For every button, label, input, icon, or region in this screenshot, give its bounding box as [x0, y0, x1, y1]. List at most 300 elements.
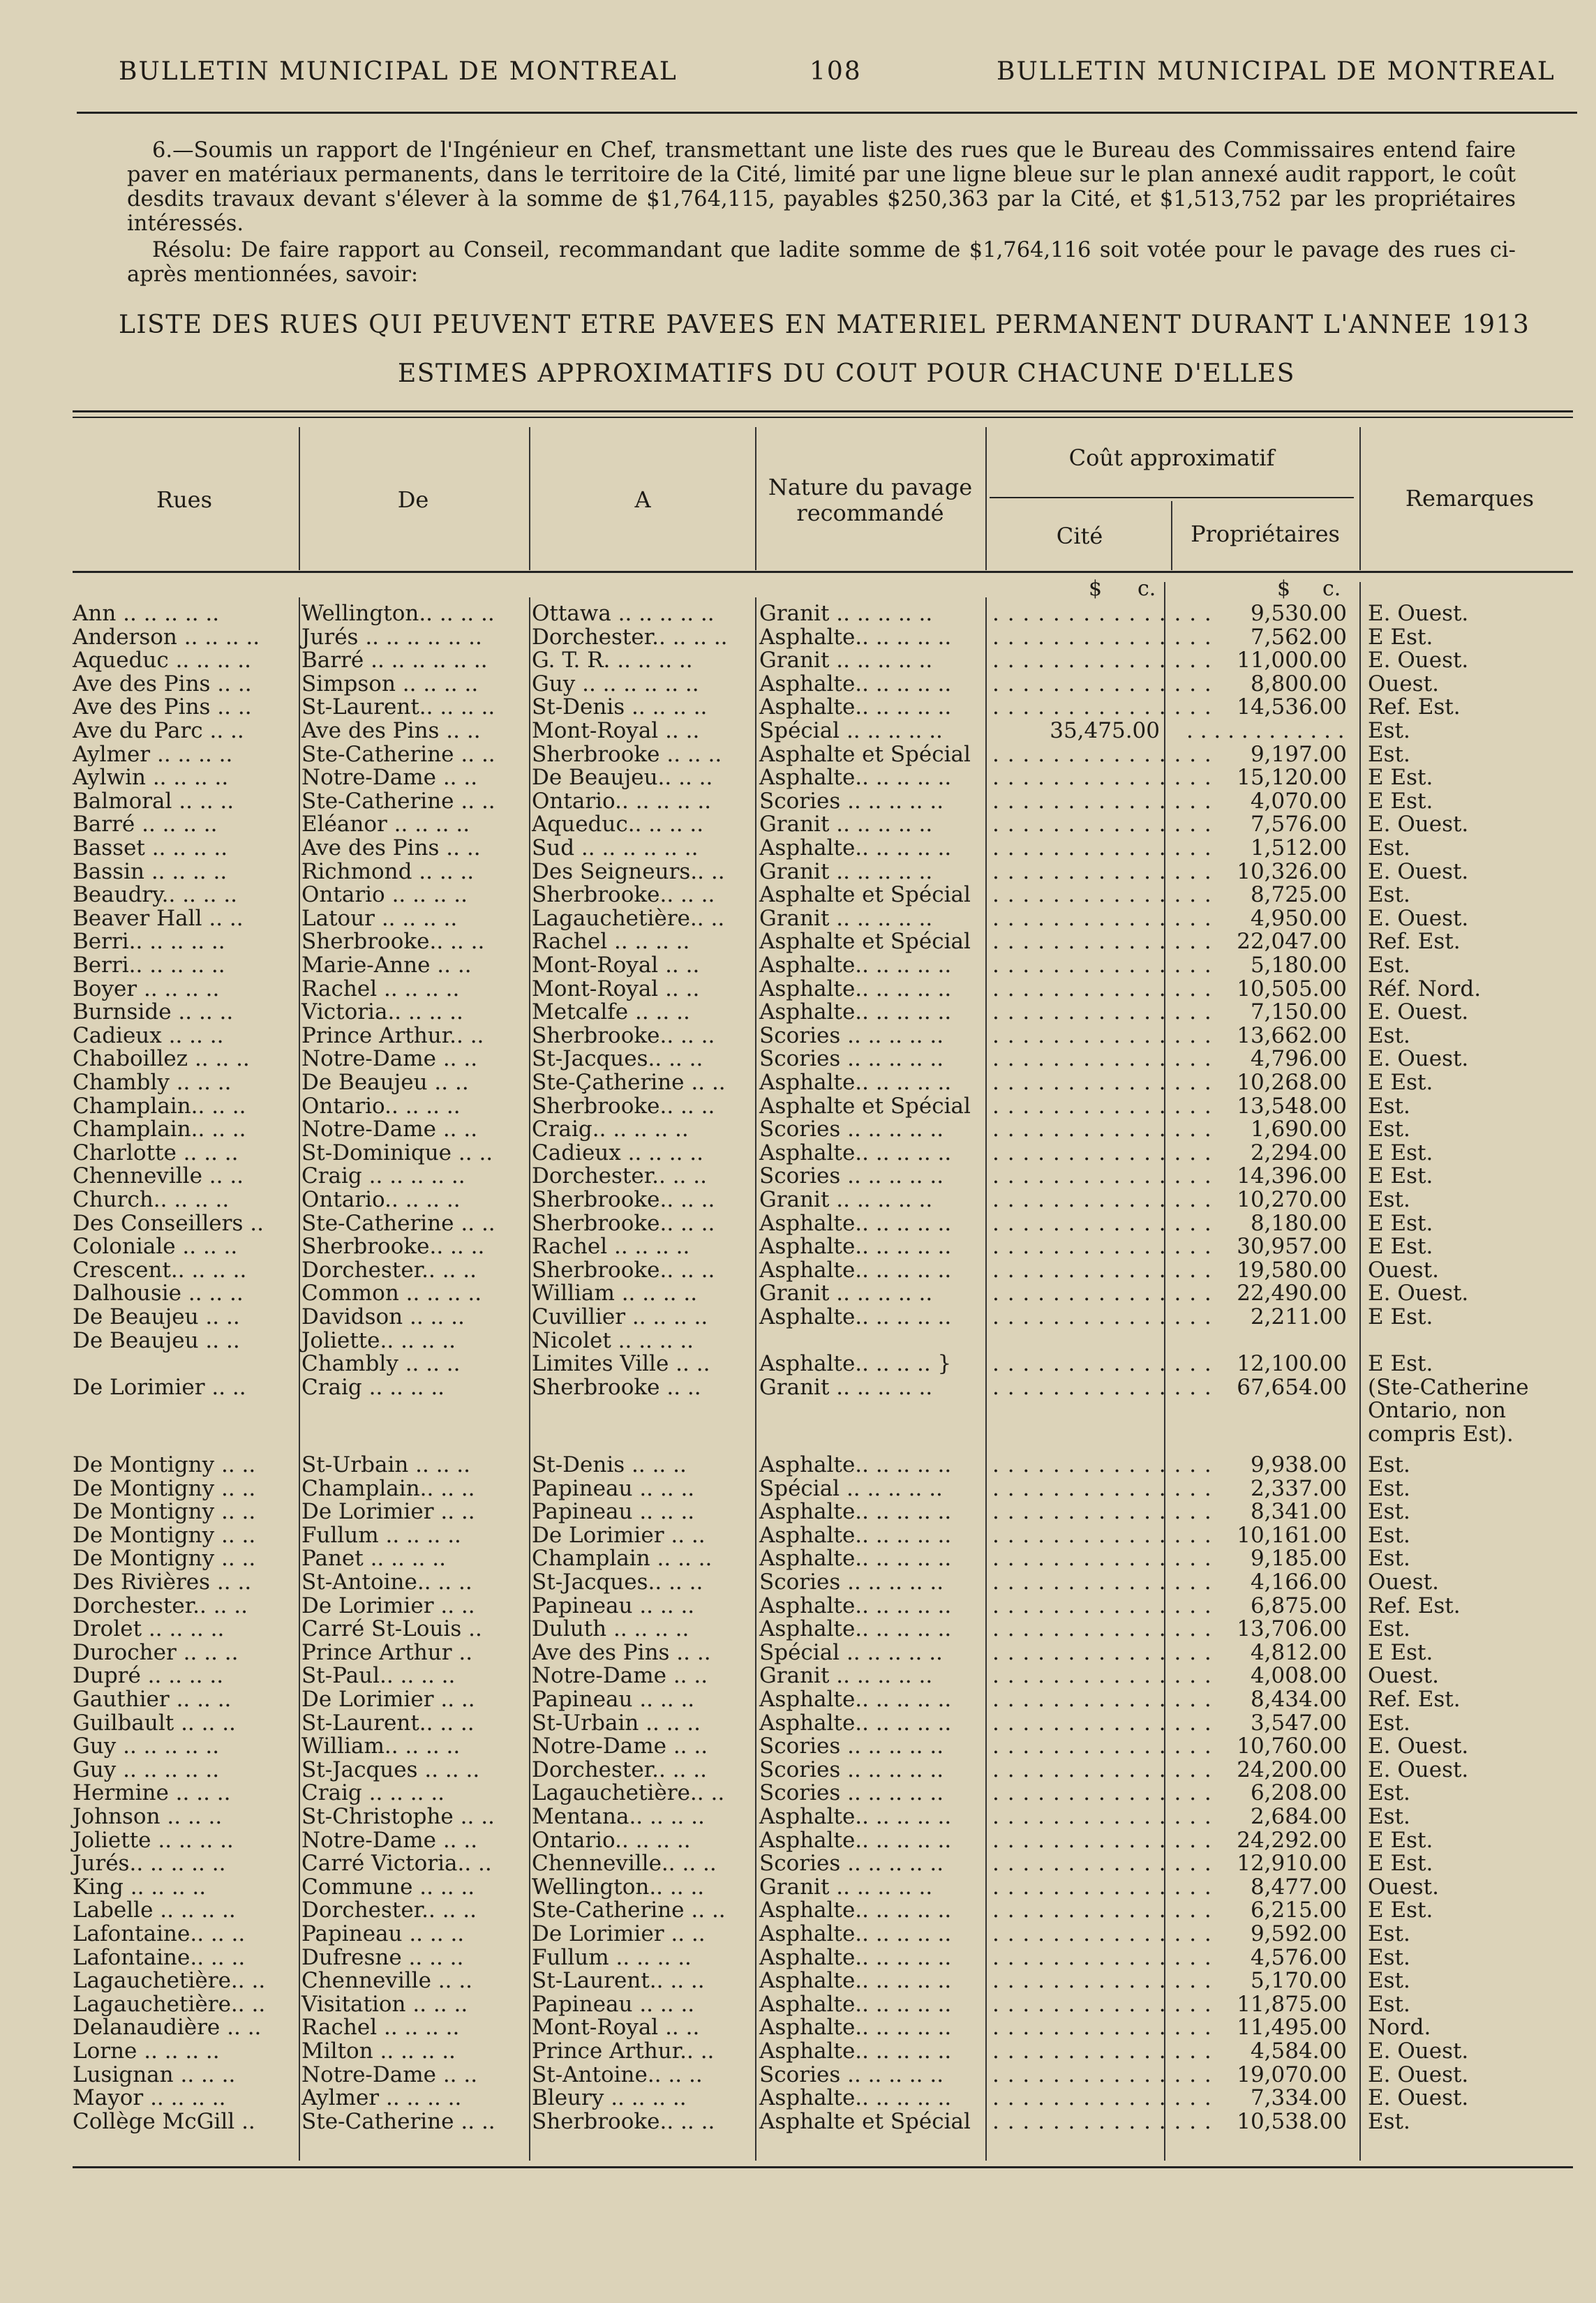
running-head-left: BULLETIN MUNICIPAL DE MONTREAL	[119, 57, 678, 86]
cell-cite: . . . . . . . . . . . . . . .	[992, 1827, 1212, 1853]
cell-rue: Ave des Pins .. ..	[73, 694, 252, 720]
cell-de: Panet .. .. .. ..	[301, 1546, 446, 1572]
cell-a: Nicolet .. .. .. ..	[532, 1327, 694, 1353]
cell-nature: Asphalte et Spécial	[759, 2108, 971, 2134]
list-subtitle: ESTIMES APPROXIMATIFS DU COUT POUR CHACUNE D'ELLES	[398, 359, 1295, 388]
cell-a: De Beaujeu.. .. ..	[532, 765, 713, 791]
cell-a: Aqueduc.. .. .. ..	[532, 812, 704, 837]
cell-de: Jurés .. .. .. .. .. ..	[301, 624, 482, 650]
cell-nature: Asphalte et Spécial	[759, 741, 971, 767]
cell-proprietaires: 1,512.00	[1250, 835, 1347, 860]
cell-proprietaires: 8,725.00	[1250, 882, 1347, 908]
cell-proprietaires: 30,957.00	[1237, 1234, 1347, 1260]
cell-de: Simpson .. .. .. ..	[301, 671, 479, 696]
unit-cents-prop: c.	[1322, 576, 1341, 601]
cell-cite: 35,475.00	[1050, 718, 1160, 743]
cell-remarques: Est.	[1368, 1921, 1410, 1946]
cell-nature: Asphalte.. .. .. .. ..	[759, 976, 952, 1001]
header-rule	[77, 112, 1577, 114]
cell-rue: Lagauchetière.. ..	[73, 1968, 266, 1994]
cell-cite: . . . . . . . . . . . . . . .	[992, 1991, 1212, 2017]
cell-rue: Jurés.. .. .. .. ..	[73, 1851, 226, 1877]
cell-remarques: E. Ouest.	[1368, 858, 1469, 884]
cell-rue: Barré .. .. .. ..	[73, 812, 218, 837]
cell-a: Lagauchetière.. ..	[532, 1780, 725, 1806]
cell-proprietaires: 7,576.00	[1250, 812, 1347, 837]
cell-rue: De Montigny .. ..	[73, 1499, 256, 1525]
cell-proprietaires: 7,334.00	[1250, 2085, 1347, 2111]
cell-cite: . . . . . . . . . . . . . . .	[992, 2039, 1212, 2064]
cell-rue: De Montigny .. ..	[73, 1546, 256, 1572]
cell-proprietaires: 24,292.00	[1237, 1827, 1347, 1853]
cell-remarques: E. Ouest.	[1368, 2039, 1469, 2064]
cell-cite: . . . . . . . . . . . . . . .	[992, 2015, 1212, 2041]
cell-cite: . . . . . . . . . . . . . . .	[992, 1187, 1212, 1212]
cell-rue: Collège McGill ..	[73, 2108, 255, 2134]
cell-remarques: E. Ouest.	[1368, 1734, 1469, 1759]
cell-rue: Coloniale .. .. ..	[73, 1234, 238, 1260]
cell-cite: . . . . . . . . . . . . . . .	[992, 1898, 1212, 1923]
cell-rue: Hermine .. .. ..	[73, 1780, 231, 1806]
cell-a: St-Denis .. .. .. ..	[532, 694, 708, 720]
cell-cite: . . . . . . . . . . . . . . .	[992, 953, 1212, 978]
cell-cite: . . . . . . . . . . . . . . .	[992, 1921, 1212, 1946]
cell-de: Notre-Dame .. ..	[301, 2062, 478, 2087]
cell-proprietaires: 10,270.00	[1237, 1187, 1347, 1212]
cell-a: Sherbrooke.. .. ..	[532, 1022, 715, 1048]
cell-de: Papineau .. .. ..	[301, 1921, 465, 1946]
cell-nature: Asphalte et Spécial	[759, 882, 971, 908]
table-row	[0, 930, 1596, 953]
table-row	[0, 766, 1596, 789]
cell-de: St-Dominique .. ..	[301, 1140, 493, 1165]
table-row	[0, 602, 1596, 625]
cell-cite: . . . . . . . . . . . . . . .	[992, 1452, 1212, 1477]
cell-rue: Guy .. .. .. .. ..	[73, 1734, 220, 1759]
cell-de: Ave des Pins .. ..	[301, 718, 481, 743]
table-row	[0, 2086, 1596, 2110]
cell-nature: Asphalte.. .. .. .. ..	[759, 2015, 952, 2041]
cell-cite: . . . . . . . . . . . . . . .	[992, 765, 1212, 791]
header-cout: Coût approximatif	[1068, 445, 1275, 471]
cell-proprietaires: 9,530.00	[1250, 601, 1347, 626]
cell-nature: Granit .. .. .. .. ..	[759, 1374, 933, 1400]
cell-de: Aylmer .. .. .. ..	[301, 2085, 462, 2111]
cell-cite: . . . . . . . . . . . . . . .	[992, 1163, 1212, 1189]
cell-proprietaires: 10,505.00	[1237, 976, 1347, 1001]
cell-cite: . . . . . . . . . . . . . . .	[992, 1570, 1212, 1595]
cell-nature: Asphalte.. .. .. .. ..	[759, 671, 952, 696]
cell-de: Craig .. .. .. ..	[301, 1374, 445, 1400]
cell-proprietaires: 13,662.00	[1237, 1022, 1347, 1048]
cell-nature: Asphalte.. .. .. .. }	[759, 1351, 952, 1377]
cell-nature: Asphalte.. .. .. .. ..	[759, 1070, 952, 1095]
cell-de: Carré Victoria.. ..	[301, 1851, 492, 1877]
cell-a: Mont-Royal .. ..	[532, 953, 700, 978]
cell-a: Papineau .. .. ..	[532, 1687, 695, 1712]
cell-proprietaires: 13,548.00	[1237, 1093, 1347, 1119]
cell-nature: Asphalte.. .. .. .. ..	[759, 1827, 952, 1853]
cell-rue: Delanaudière .. ..	[73, 2015, 262, 2041]
col-divider	[1359, 427, 1361, 570]
cell-nature: Asphalte et Spécial	[759, 1093, 971, 1119]
table-row	[0, 1500, 1596, 1523]
cell-de: Champlain.. .. ..	[301, 1475, 475, 1501]
table-row	[0, 1687, 1596, 1711]
table-row	[0, 1000, 1596, 1024]
cell-de: De Lorimier .. ..	[301, 1499, 475, 1525]
table-row	[0, 1164, 1596, 1188]
cell-cite: . . . . . . . . . . . . . . .	[992, 1140, 1212, 1165]
cell-nature: Asphalte.. .. .. .. ..	[759, 1944, 952, 1970]
cell-rue: Lorne .. .. .. ..	[73, 2039, 220, 2064]
cell-rue: De Beaujeu .. ..	[73, 1327, 240, 1353]
cell-remarques: Est.	[1368, 1546, 1410, 1572]
cell-a: De Lorimier .. ..	[532, 1921, 706, 1946]
cell-de: Craig .. .. .. ..	[301, 1780, 445, 1806]
table-row	[0, 1071, 1596, 1094]
cell-de: Craig .. .. .. .. ..	[301, 1163, 465, 1189]
cell-proprietaires: 10,538.00	[1237, 2108, 1347, 2134]
cell-cite: . . . . . . . . . . . . . . .	[992, 999, 1212, 1025]
cell-a: Prince Arthur.. ..	[532, 2039, 715, 2064]
cell-cite: . . . . . . . . . . . . . . .	[992, 1851, 1212, 1877]
cell-rue: King .. .. .. ..	[73, 1874, 207, 1900]
cell-de: St-Antoine.. .. ..	[301, 1570, 472, 1595]
cell-de: Rachel .. .. .. ..	[301, 2015, 460, 2041]
table-row	[0, 1212, 1596, 1235]
intro-paragraph-1: 6.—Soumis un rapport de l'Ingénieur en Chef, transmettant une liste des rues que le Bureau des Commissaires entend faire paver en matériaux permanents, dans le territoire de la Cité, limité par une ligne bleue sur le plan annexé audit rapport, le coût desdits travaux devant s'élever à la somme de $1,764,115, payables $250,363 par la Cité, et $1,513,752 par les propriétaires intéressés.	[127, 138, 1516, 236]
cell-proprietaires: 6,875.00	[1250, 1593, 1347, 1618]
table-row	[0, 1024, 1596, 1048]
cell-cite: . . . . . . . . . . . . . . .	[992, 1780, 1212, 1806]
cell-remarques: compris Est).	[1368, 1422, 1514, 1447]
cell-rue: Berri.. .. .. .. ..	[73, 953, 225, 978]
cell-cite: . . . . . . . . . . . . . . .	[992, 858, 1212, 884]
cell-remarques: Ouest.	[1368, 1663, 1439, 1689]
cell-rue: Mayor .. .. .. ..	[73, 2085, 226, 2111]
cell-proprietaires: 11,875.00	[1237, 1991, 1347, 2017]
cell-proprietaires: 14,536.00	[1237, 694, 1347, 720]
cell-cite: . . . . . . . . . . . . . . .	[992, 601, 1212, 626]
cell-cite: . . . . . . . . . . . . . . .	[992, 1944, 1212, 1970]
cell-a: Lagauchetière.. ..	[532, 905, 725, 931]
cell-nature: Asphalte.. .. .. .. ..	[759, 1710, 952, 1736]
cell-proprietaires: 2,211.00	[1250, 1304, 1347, 1329]
cell-proprietaires: 1,690.00	[1250, 1117, 1347, 1142]
cell-de: Prince Arthur.. ..	[301, 1022, 484, 1048]
cell-nature: Asphalte.. .. .. .. ..	[759, 624, 952, 650]
cell-cite: . . . . . . . . . . . . . . .	[992, 624, 1212, 650]
cell-de: Chambly .. .. ..	[301, 1351, 461, 1377]
table-top-rule-2	[73, 417, 1573, 418]
cell-remarques: Ref. Est.	[1368, 929, 1461, 955]
cell-rue: De Lorimier .. ..	[73, 1374, 246, 1400]
cell-proprietaires: 22,047.00	[1237, 929, 1347, 955]
cell-a: Guy .. .. .. .. .. ..	[532, 671, 699, 696]
cell-remarques: Est.	[1368, 1022, 1410, 1048]
cell-rue: Aylmer .. .. .. ..	[73, 741, 233, 767]
cell-a: Duluth .. .. .. ..	[532, 1616, 689, 1642]
cell-proprietaires: 13,706.00	[1237, 1616, 1347, 1642]
cell-proprietaires: 9,197.00	[1250, 741, 1347, 767]
table-row	[0, 1117, 1596, 1141]
cell-de: Latour .. .. .. ..	[301, 905, 458, 931]
cell-a: Papineau .. .. ..	[532, 1475, 695, 1501]
cell-cite: . . . . . . . . . . . . . . .	[992, 812, 1212, 837]
table-row	[0, 1546, 1596, 1570]
cell-rue: Drolet .. .. .. ..	[73, 1616, 225, 1642]
cell-rue: Boyer .. .. .. ..	[73, 976, 220, 1001]
cell-a: Sherbrooke.. .. ..	[532, 2108, 715, 2134]
cell-proprietaires: 4,812.00	[1250, 1639, 1347, 1665]
cell-nature: Granit .. .. .. .. ..	[759, 1281, 933, 1306]
table-top-rule	[73, 410, 1573, 412]
table-row	[0, 1898, 1596, 1922]
cell-remarques: Ouest.	[1368, 671, 1439, 696]
cell-proprietaires: 7,562.00	[1250, 624, 1347, 650]
unit-cents-cite: c.	[1138, 576, 1156, 601]
cell-rue: Beaudry.. .. .. ..	[73, 882, 238, 908]
cell-remarques: Est.	[1368, 1710, 1410, 1736]
cell-a: Papineau .. .. ..	[532, 1991, 695, 2017]
cell-a: Cadieux .. .. .. ..	[532, 1140, 704, 1165]
cell-cite: . . . . . . . . . . . . . . .	[992, 1522, 1212, 1548]
cell-nature: Granit .. .. .. .. ..	[759, 1874, 933, 1900]
cell-nature: Asphalte.. .. .. .. ..	[759, 1804, 952, 1829]
cell-cite: . . . . . . . . . . . . . . .	[992, 1093, 1212, 1119]
cell-de: Eléanor .. .. .. ..	[301, 812, 470, 837]
cell-rue: Lafontaine.. .. ..	[73, 1944, 246, 1970]
running-head-right: BULLETIN MUNICIPAL DE MONTREAL	[997, 57, 1556, 86]
cell-de: Ontario.. .. .. ..	[301, 1093, 461, 1119]
cell-a: Des Seigneurs.. ..	[532, 858, 725, 884]
cell-remarques: Est.	[1368, 1093, 1410, 1119]
table-row	[0, 1235, 1596, 1258]
cell-remarques: E Est.	[1368, 1639, 1433, 1665]
cell-remarques: E Est.	[1368, 1070, 1433, 1095]
cell-nature: Asphalte.. .. .. .. ..	[759, 1968, 952, 1994]
cell-nature: Asphalte.. .. .. .. ..	[759, 765, 952, 791]
cell-cite: . . . . . . . . . . . . . . .	[992, 1499, 1212, 1525]
cell-rue: Ave du Parc .. ..	[73, 718, 244, 743]
col-divider	[755, 427, 756, 570]
cell-proprietaires: 15,120.00	[1237, 765, 1347, 791]
cell-rue: Aylwin .. .. .. ..	[73, 765, 229, 791]
cell-de: Dufresne .. .. ..	[301, 1944, 464, 1970]
cell-rue: Dalhousie .. .. ..	[73, 1281, 244, 1306]
cell-proprietaires: 6,215.00	[1250, 1898, 1347, 1923]
cell-nature: Scories .. .. .. .. ..	[759, 1757, 944, 1782]
cell-nature: Asphalte.. .. .. .. ..	[759, 999, 952, 1025]
cell-nature: Asphalte.. .. .. .. ..	[759, 2085, 952, 2111]
cell-nature: Asphalte.. .. .. .. ..	[759, 1991, 952, 2017]
cell-rue: Balmoral .. .. ..	[73, 788, 234, 814]
list-title: LISTE DES RUES QUI PEUVENT ETRE PAVEES EN MATERIEL PERMANENT DURANT L'ANNEE 1913	[119, 311, 1530, 339]
cell-remarques: Est.	[1368, 953, 1410, 978]
cell-rue: Aqueduc .. .. .. ..	[73, 648, 251, 673]
cell-proprietaires: 2,294.00	[1250, 1140, 1347, 1165]
cell-rue: Guilbault .. .. ..	[73, 1710, 236, 1736]
table-row	[0, 836, 1596, 860]
cell-nature: Asphalte.. .. .. .. ..	[759, 1687, 952, 1712]
cell-remarques: E Est.	[1368, 1304, 1433, 1329]
cell-remarques: Ouest.	[1368, 1257, 1439, 1283]
cell-cite: . . . . . . . . . . . . . . .	[992, 1234, 1212, 1260]
header-a: A	[634, 486, 651, 513]
cell-a: Sherbrooke .. ..	[532, 1374, 701, 1400]
table-row	[0, 1094, 1596, 1118]
cell-a: De Lorimier .. ..	[532, 1522, 706, 1548]
table-row	[0, 1453, 1596, 1477]
cell-a: St-Jacques.. .. ..	[532, 1046, 703, 1072]
cell-de: Fullum .. .. .. ..	[301, 1522, 461, 1548]
cell-remarques: E Est.	[1368, 1851, 1433, 1877]
cell-nature: Asphalte.. .. .. .. ..	[759, 1304, 952, 1329]
cell-remarques: Est.	[1368, 1968, 1410, 1994]
cell-cite: . . . . . . . . . . . . . . .	[992, 1968, 1212, 1994]
cell-nature: Scories .. .. .. .. ..	[759, 2062, 944, 2087]
cell-remarques: E. Ouest.	[1368, 812, 1469, 837]
cell-remarques: Ontario, non	[1368, 1398, 1507, 1424]
cell-cite: . . . . . . . . . . . . . . .	[992, 1639, 1212, 1665]
cell-remarques: E Est.	[1368, 1163, 1433, 1189]
cell-cite: . . . . . . . . . . . . . . .	[992, 1593, 1212, 1618]
table-row	[0, 1258, 1596, 1282]
cell-nature: Scories .. .. .. .. ..	[759, 1117, 944, 1142]
cell-proprietaires: 10,760.00	[1237, 1734, 1347, 1759]
cell-rue: Church.. .. .. ..	[73, 1187, 230, 1212]
cell-remarques: Est.	[1368, 1944, 1410, 1970]
cell-de: Carré St-Louis ..	[301, 1616, 482, 1642]
table-row	[0, 789, 1596, 813]
table-row	[0, 1711, 1596, 1735]
table-row	[0, 2110, 1596, 2133]
cell-a: Mont-Royal .. ..	[532, 976, 700, 1001]
cell-de: Milton .. .. .. ..	[301, 2039, 456, 2064]
cell-de: De Lorimier .. ..	[301, 1687, 475, 1712]
cell-rue: Des Conseillers ..	[73, 1210, 264, 1236]
cell-rue: Guy .. .. .. .. ..	[73, 1757, 220, 1782]
cell-remarques: Ouest.	[1368, 1570, 1439, 1595]
table-row	[0, 1805, 1596, 1828]
cell-nature: Asphalte.. .. .. .. ..	[759, 1257, 952, 1283]
cell-proprietaires: 14,396.00	[1237, 1163, 1347, 1189]
header-nature: Nature du pavage recommandé	[768, 474, 973, 526]
cell-proprietaires: 4,166.00	[1250, 1570, 1347, 1595]
cell-proprietaires: 11,000.00	[1237, 648, 1347, 673]
cell-proprietaires: 8,434.00	[1250, 1687, 1347, 1712]
table-row	[0, 625, 1596, 649]
table-row	[0, 1141, 1596, 1165]
cell-a: Bleury .. .. .. ..	[532, 2085, 687, 2111]
table-row	[0, 860, 1596, 884]
cell-cite: . . . . . . . . . . . . . . .	[992, 1757, 1212, 1782]
table-row	[0, 648, 1596, 672]
table-row	[0, 743, 1596, 766]
table-row	[0, 1734, 1596, 1758]
cell-nature: Asphalte.. .. .. .. ..	[759, 1921, 952, 1946]
cell-cite: . . . . . . . . . . . . . . .	[992, 1475, 1212, 1501]
cell-remarques: E. Ouest.	[1368, 648, 1469, 673]
cell-de: Joliette.. .. .. ..	[301, 1327, 456, 1353]
cell-nature: Scories .. .. .. .. ..	[759, 1734, 944, 1759]
table-row	[0, 2039, 1596, 2063]
header-de: De	[397, 486, 429, 513]
cell-proprietaires: 11,495.00	[1237, 2015, 1347, 2041]
cell-cite: . . . . . . . . . . . . . . .	[992, 1804, 1212, 1829]
cell-de: Dorchester.. .. ..	[301, 1257, 477, 1283]
cell-nature: Asphalte.. .. .. .. ..	[759, 1616, 952, 1642]
cell-cite: . . . . . . . . . . . . . . .	[992, 929, 1212, 955]
cell-remarques: Est.	[1368, 1187, 1410, 1212]
cell-a: St-Denis .. .. ..	[532, 1452, 687, 1477]
table-row	[0, 1758, 1596, 1782]
cell-de: Common .. .. .. ..	[301, 1281, 482, 1306]
cell-remarques: Est.	[1368, 1804, 1410, 1829]
cell-cite: . . . . . . . . . . . . . . .	[992, 2085, 1212, 2111]
cell-rue: Crescent.. .. .. ..	[73, 1257, 247, 1283]
cell-nature: Asphalte et Spécial	[759, 929, 971, 955]
cell-rue: Lusignan .. .. ..	[73, 2062, 236, 2087]
cell-nature: Asphalte.. .. .. .. ..	[759, 1210, 952, 1236]
cell-remarques: E Est.	[1368, 1234, 1433, 1260]
cell-cite: . . . . . . . . . . . . . . .	[992, 1546, 1212, 1572]
intro-paragraph-2: Résolu: De faire rapport au Conseil, recommandant que ladite somme de $1,764,116 soit votée pour le pavage des rues ci-après mentionnées, savoir:	[127, 238, 1516, 287]
table-row	[0, 1617, 1596, 1641]
cell-a: Sherbrooke.. .. ..	[532, 1257, 715, 1283]
cell-proprietaires: 5,170.00	[1250, 1968, 1347, 1994]
cell-cite: . . . . . . . . . . . . . . .	[992, 1874, 1212, 1900]
cell-nature: Asphalte.. .. .. .. ..	[759, 1522, 952, 1548]
cell-de: St-Laurent.. .. .. ..	[301, 694, 495, 720]
cell-proprietaires: 10,268.00	[1237, 1070, 1347, 1095]
cell-cite: . . . . . . . . . . . . . . .	[992, 1070, 1212, 1095]
cell-de: Visitation .. .. ..	[301, 1991, 468, 2017]
cell-rue: Cadieux .. .. ..	[73, 1022, 224, 1048]
cell-de: Sherbrooke.. .. ..	[301, 929, 485, 955]
cell-nature: Scories .. .. .. .. ..	[759, 1046, 944, 1072]
cell-proprietaires: 4,584.00	[1250, 2039, 1347, 2064]
cell-proprietaires: 9,938.00	[1250, 1452, 1347, 1477]
cell-de: Barré .. .. .. .. .. ..	[301, 648, 488, 673]
col-divider	[529, 427, 530, 570]
cell-remarques: Est.	[1368, 718, 1410, 743]
cell-de: Rachel .. .. .. ..	[301, 976, 460, 1001]
header-cite: Cité	[1056, 523, 1103, 549]
table-row	[0, 1828, 1596, 1852]
cell-remarques: Est.	[1368, 1616, 1410, 1642]
cell-nature: Asphalte.. .. .. .. ..	[759, 694, 952, 720]
cell-proprietaires: 8,800.00	[1250, 671, 1347, 696]
cell-remarques: Ref. Est.	[1368, 1687, 1461, 1712]
cell-nature: Granit .. .. .. .. ..	[759, 858, 933, 884]
cell-proprietaires: 6,208.00	[1250, 1780, 1347, 1806]
table-row	[0, 1781, 1596, 1805]
cell-a: Dorchester.. .. .. ..	[532, 624, 728, 650]
cell-de: Dorchester.. .. ..	[301, 1898, 477, 1923]
cell-remarques: E. Ouest.	[1368, 999, 1469, 1025]
cell-de: Davidson .. .. ..	[301, 1304, 465, 1329]
cell-a: Sherbrooke .. .. ..	[532, 741, 722, 767]
cell-a: Mont-Royal .. ..	[532, 2015, 700, 2041]
cell-cite: . . . . . . . . . . . . . . .	[992, 1616, 1212, 1642]
cell-de: Prince Arthur ..	[301, 1639, 473, 1665]
cell-a: Dorchester.. .. ..	[532, 1757, 707, 1782]
table-row	[0, 1422, 1596, 1446]
cell-proprietaires: 10,326.00	[1237, 858, 1347, 884]
col-divider	[299, 427, 300, 570]
